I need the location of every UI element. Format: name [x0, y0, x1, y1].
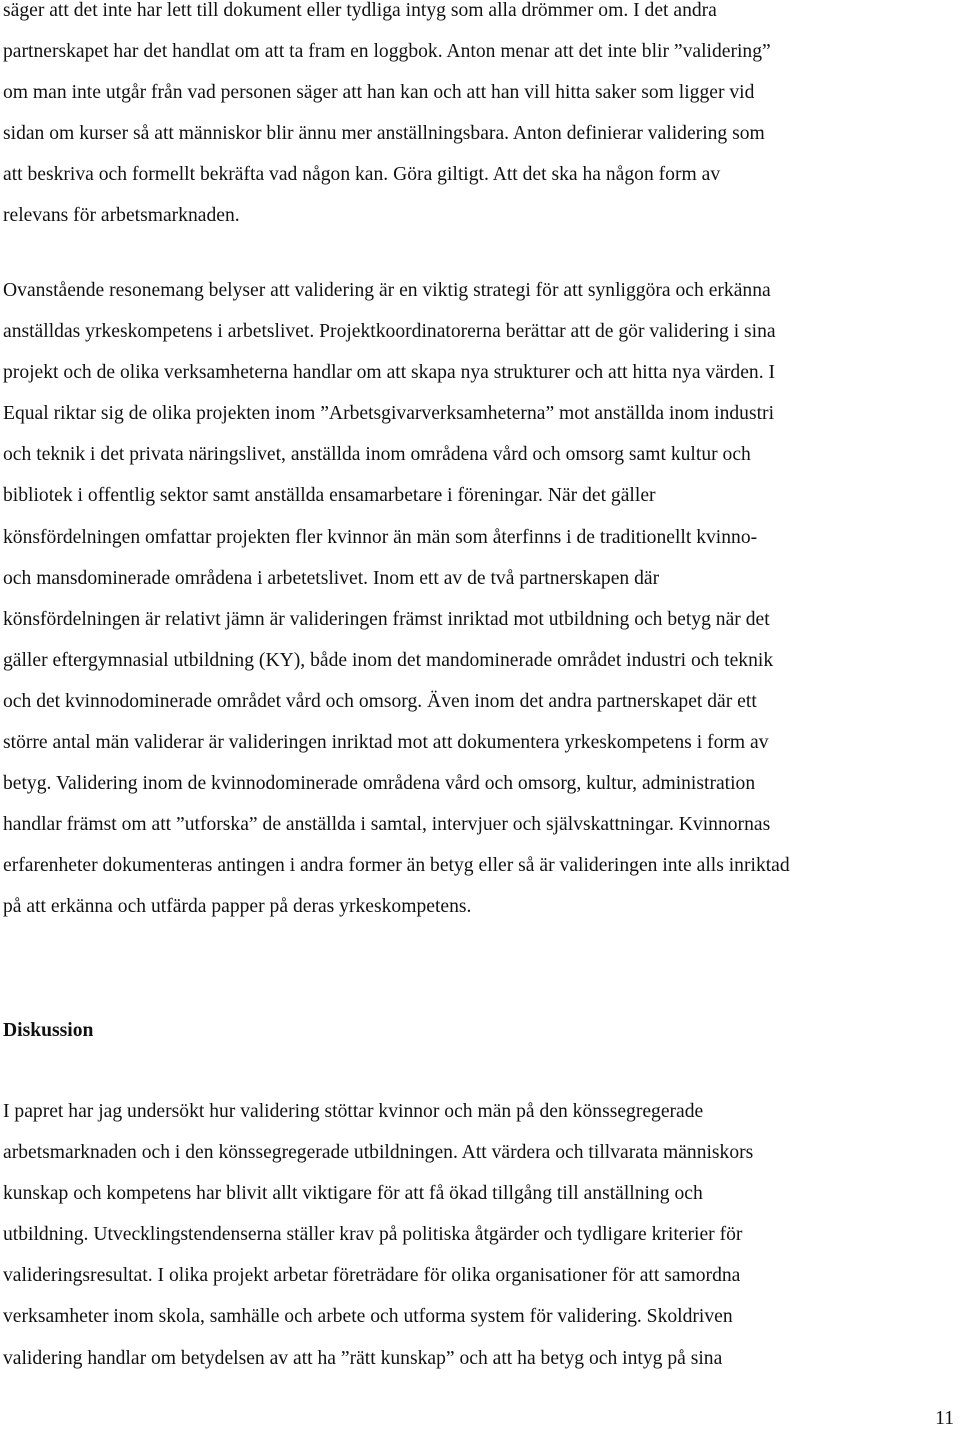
- text-line: större antal män validerar är valideringen inriktad mot att dokumentera yrkeskompetens i form av: [3, 732, 769, 754]
- text-line: I papret har jag undersökt hur validering stöttar kvinnor och män på den könssegregerade: [3, 1101, 704, 1122]
- text-line: utbildning. Utvecklingstendenserna ställer krav på politiska åtgärder och tydligare kriterier för: [3, 1224, 743, 1246]
- text-line: om man inte utgår från vad personen säger att han kan och att han vill hitta saker som ligger vid: [3, 82, 755, 104]
- text-line: verksamheter inom skola, samhälle och arbete och utforma system för validering. Skoldriven: [3, 1306, 733, 1328]
- text-line: och teknik i det privata näringslivet, anställda inom områdena vård och omsorg samt kultur och: [3, 444, 751, 466]
- text-line: projekt och de olika verksamheterna handlar om att skapa nya strukturer och att hitta nya värden. I: [3, 362, 776, 384]
- text-line: och det kvinnodominerade området vård och omsorg. Även inom det andra partnerskapet där ett: [3, 690, 757, 712]
- page-number: 11: [935, 1408, 954, 1429]
- text-line: att beskriva och formellt bekräfta vad någon kan. Göra giltigt. Att det ska ha någon form av: [3, 164, 721, 186]
- text-line: bibliotek i offentlig sektor samt anställda ensamarbetare i föreningar. När det gäller: [3, 485, 656, 507]
- text-line: valideringsresultat. I olika projekt arbetar företrädare för olika organisationer för att samordna: [3, 1265, 741, 1287]
- text-line: betyg. Validering inom de kvinnodominerade områdena vård och omsorg, kultur, administration: [3, 773, 756, 795]
- section-heading-diskussion: Diskussion: [3, 1020, 94, 1041]
- text-line: Ovanstående resonemang belyser att validering är en viktig strategi för att synliggöra och erkänna: [3, 280, 771, 301]
- text-line: anställdas yrkeskompetens i arbetslivet. Projektkoordinatorerna berättar att de gör validering i sina: [3, 321, 776, 343]
- paragraph-discussion: [3, 1091, 960, 1379]
- text-line: och mansdominerade områdena i arbetetslivet. Inom ett av de två partnerskapen där: [3, 567, 660, 589]
- text-line: handlar främst om att ”utforska” de anställda i samtal, intervjuer och självskattningar. Kvinnornas: [3, 814, 771, 836]
- text-line: arbetsmarknaden och i den könssegregerade utbildningen. Att värdera och tillvarata människors: [3, 1142, 754, 1164]
- text-line: könsfördelningen omfattar projekten fler kvinnor än män som återfinns i de traditionellt kvinno-: [3, 526, 758, 548]
- text-line: säger att det inte har lett till dokument eller tydliga intyg som alla drömmer om. I det andra: [3, 0, 717, 21]
- text-line: gäller eftergymnasial utbildning (KY), både inom det mandominerade området industri och teknik: [3, 649, 774, 671]
- text-line: partnerskapet har det handlat om att ta fram en loggbok. Anton menar att det inte blir ”validering”: [3, 41, 771, 63]
- text-line: kunskap och kompetens har blivit allt viktigare för att få ökad tillgång till anställning och: [3, 1183, 703, 1205]
- text-line: sidan om kurser så att människor blir ännu mer anställningsbara. Anton definierar validering som: [3, 123, 765, 145]
- text-line: relevans för arbetsmarknaden.: [3, 205, 240, 227]
- text-line: könsfördelningen är relativt jämn är valideringen främst inriktad mot utbildning och betyg när det: [3, 608, 770, 630]
- paragraph-validation-partnerships: [3, 0, 960, 237]
- paragraph-reasoning-summary: [3, 270, 960, 928]
- text-line: på att erkänna och utfärda papper på deras yrkeskompetens.: [3, 896, 472, 918]
- text-line: validering handlar om betydelsen av att ha ”rätt kunskap” och att ha betyg och intyg på sina: [3, 1347, 723, 1369]
- text-line: Equal riktar sig de olika projekten inom ”Arbetsgivarverksamheterna” mot anställda inom industri: [3, 403, 775, 425]
- text-line: erfarenheter dokumenteras antingen i andra former än betyg eller så är valideringen inte alls inriktad: [3, 855, 790, 877]
